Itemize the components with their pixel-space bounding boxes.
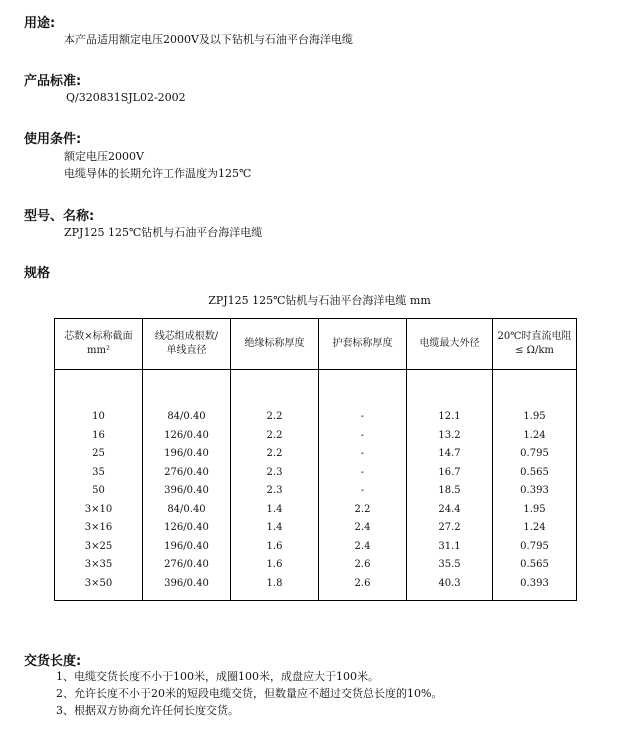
table-cell: 1.6 bbox=[266, 540, 283, 552]
table-cell: 396/0.40 bbox=[164, 485, 209, 496]
table-cell: 13.2 bbox=[438, 429, 461, 441]
col-sheath bbox=[319, 370, 407, 601]
table-cell: 16.7 bbox=[438, 466, 461, 478]
header-text: 绝缘标称厚度 bbox=[244, 338, 305, 349]
col-cores-section bbox=[55, 370, 143, 601]
table-cell: 84/0.40 bbox=[167, 411, 206, 422]
table-cell: 0.393 bbox=[520, 577, 549, 589]
header-text: mm² bbox=[87, 345, 110, 356]
table-body bbox=[55, 370, 577, 601]
header-text: 线芯组成根数/ bbox=[154, 331, 219, 342]
table-cell: 2.6 bbox=[354, 577, 371, 589]
table-cell: 126/0.40 bbox=[164, 522, 209, 533]
table-cell: - bbox=[360, 411, 365, 422]
table-cell: 2.6 bbox=[354, 559, 371, 570]
table-cell: 276/0.40 bbox=[164, 466, 209, 478]
header-strands bbox=[143, 319, 231, 370]
table-cell: 196/0.40 bbox=[164, 448, 209, 459]
table-cell: 1.95 bbox=[523, 411, 546, 422]
table-cell: 1.24 bbox=[523, 429, 546, 441]
conditions-line-2: 电缆导体的长期允许工作温度为125℃ bbox=[64, 167, 252, 180]
table-cell: 84/0.40 bbox=[167, 503, 206, 515]
table-cell: 18.5 bbox=[438, 485, 461, 496]
header-insulation bbox=[231, 319, 319, 370]
table-cell: 196/0.40 bbox=[164, 540, 209, 552]
conditions-heading: 使用条件: bbox=[24, 132, 82, 147]
table-cell: 12.1 bbox=[438, 411, 461, 422]
table-cell: 3×16 bbox=[84, 522, 113, 533]
header-outer-diameter bbox=[407, 319, 493, 370]
header-text: 电缆最大外径 bbox=[419, 338, 480, 349]
conditions-line-1: 额定电压2000V bbox=[64, 150, 144, 163]
table-cell: 35.5 bbox=[438, 559, 461, 570]
table-cell: 0.565 bbox=[520, 466, 549, 478]
table-cell: 24.4 bbox=[438, 503, 461, 515]
table-cell: 40.3 bbox=[438, 577, 461, 589]
table-cell: 2.2 bbox=[266, 448, 283, 459]
table-cell: 2.3 bbox=[266, 466, 283, 478]
standard-text: Q/320831SJL02-2002 bbox=[66, 91, 186, 104]
header-text: 芯数×标称截面 bbox=[64, 331, 133, 342]
table-cell: 2.3 bbox=[266, 485, 283, 496]
table-cell: 0.795 bbox=[520, 448, 549, 459]
table-cell: 31.1 bbox=[438, 540, 461, 552]
table-cell: 1.6 bbox=[266, 559, 283, 570]
header-resistance bbox=[493, 319, 577, 370]
table-cell: 0.565 bbox=[520, 559, 549, 570]
table-cell: 10 bbox=[92, 411, 105, 422]
table-cell: 1.95 bbox=[523, 503, 546, 515]
usage-text: 本产品适用额定电压2000V及以下钻机与石油平台海洋电缆 bbox=[64, 33, 353, 46]
table-cell: 50 bbox=[92, 485, 105, 496]
delivery-item-3: 3、根据双方协商允许任何长度交货。 bbox=[56, 704, 239, 717]
table-header-row bbox=[55, 319, 577, 370]
table-cell: 1.8 bbox=[266, 577, 283, 589]
delivery-heading: 交货长度: bbox=[24, 654, 82, 669]
col-insulation bbox=[231, 370, 319, 601]
delivery-item-1: 1、电缆交货长度不小于100米，成圈100米，成盘应大于100米。 bbox=[56, 670, 379, 683]
model-heading: 型号、名称: bbox=[24, 209, 95, 224]
spec-table bbox=[54, 318, 577, 601]
table-cell: 2.4 bbox=[354, 540, 371, 552]
table-cell: 276/0.40 bbox=[164, 559, 209, 570]
table-cell: 2.2 bbox=[354, 503, 371, 515]
col-outer-diameter bbox=[407, 370, 493, 601]
table-title: ZPJ125 125℃钻机与石油平台海洋电缆 mm bbox=[208, 294, 431, 307]
table-cell: 1.4 bbox=[266, 503, 283, 515]
model-text: ZPJ125 125℃钻机与石油平台海洋电缆 bbox=[64, 226, 263, 239]
header-text: 20℃时直流电阻 bbox=[497, 331, 572, 342]
table-cell: 0.393 bbox=[520, 485, 549, 496]
table-cell: 126/0.40 bbox=[164, 429, 209, 441]
table-cell: 3×10 bbox=[84, 503, 113, 515]
table-cell: 396/0.40 bbox=[164, 577, 209, 589]
header-text: 护套标称厚度 bbox=[332, 338, 393, 349]
table-cell: 35 bbox=[92, 466, 105, 478]
table-cell: 1.24 bbox=[523, 522, 546, 533]
table-cell: 16 bbox=[92, 429, 105, 441]
table-cell: 2.2 bbox=[266, 429, 283, 441]
table-cell: 2.4 bbox=[354, 522, 371, 533]
standard-heading: 产品标准: bbox=[24, 74, 82, 89]
table-cell: 2.2 bbox=[266, 411, 283, 422]
table-cell: 1.4 bbox=[266, 522, 283, 533]
table-cell: - bbox=[360, 466, 365, 478]
table-cell: 27.2 bbox=[438, 522, 461, 533]
spec-heading: 规格 bbox=[24, 266, 51, 281]
table-cell: 3×50 bbox=[84, 577, 113, 589]
header-sheath bbox=[319, 319, 407, 370]
table-cell: - bbox=[360, 429, 365, 441]
delivery-item-2: 2、允许长度不小于20米的短段电缆交货，但数量应不超过交货总长度的10%。 bbox=[56, 687, 443, 700]
table-cell: - bbox=[360, 485, 365, 496]
header-text: ≤ Ω/km bbox=[515, 345, 554, 356]
usage-heading: 用途: bbox=[24, 16, 56, 31]
table-cell: - bbox=[360, 448, 365, 459]
col-strands bbox=[143, 370, 231, 601]
table-cell: 3×35 bbox=[84, 559, 113, 570]
col-resistance bbox=[493, 370, 577, 601]
table-cell: 0.795 bbox=[520, 540, 549, 552]
table-cell: 25 bbox=[92, 448, 105, 459]
table-cell: 14.7 bbox=[438, 448, 461, 459]
header-cores-section bbox=[55, 319, 143, 370]
table-cell: 3×25 bbox=[84, 540, 113, 552]
header-text: 单线直径 bbox=[166, 345, 207, 356]
